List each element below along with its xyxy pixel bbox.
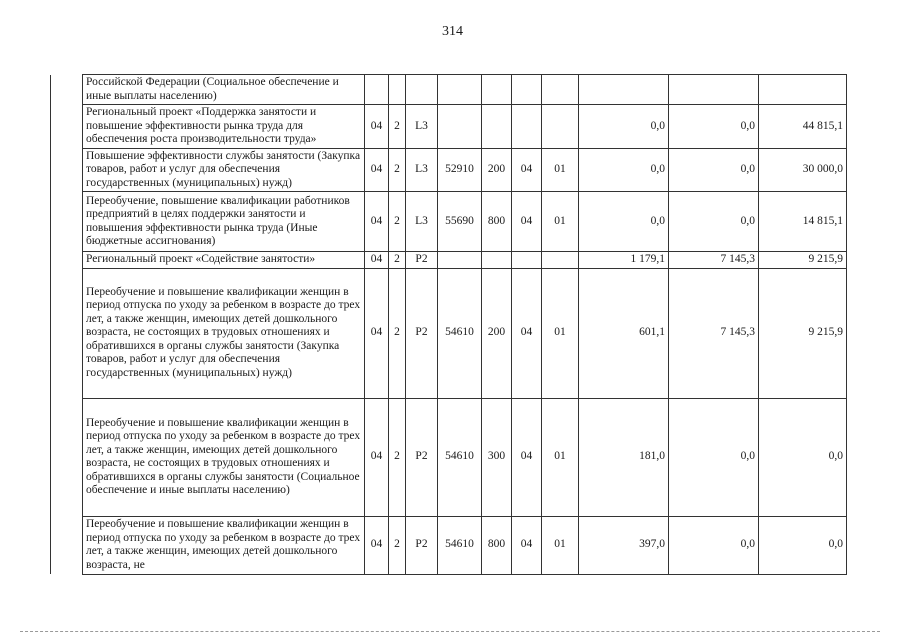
amount-year-1 (579, 75, 669, 105)
project-code (406, 75, 438, 105)
page-bottom-edge (20, 631, 880, 632)
subsection-ref (542, 105, 579, 149)
row-name: Переобучение и повышение квалификации женщин в период отпуска по уходу за ребенком в возрасте до трех лет, а также женщин, имеющих детей дошкольного возраста, не (83, 516, 365, 574)
type-code (482, 105, 512, 149)
subsection-ref: 01 (542, 268, 579, 398)
subsection-code: 2 (389, 148, 406, 192)
row-name: Российской Федерации (Социальное обеспечение и иные выплаты населению) (83, 75, 365, 105)
table-row (51, 516, 847, 574)
index-cell (51, 75, 83, 105)
type-code: 300 (482, 398, 512, 516)
amount-year-1: 0,0 (579, 105, 669, 149)
subsection-code: 2 (389, 252, 406, 269)
row-name: Региональный проект «Содействие занятости» (83, 252, 365, 269)
expense-code (438, 252, 482, 269)
table-row (51, 398, 847, 516)
amount-year-2 (669, 75, 759, 105)
subsection-code: 2 (389, 398, 406, 516)
amount-year-2: 0,0 (669, 516, 759, 574)
section-ref (512, 75, 542, 105)
amount-year-2: 0,0 (669, 192, 759, 252)
amount-year-2: 0,0 (669, 105, 759, 149)
project-code: L3 (406, 105, 438, 149)
subsection-code: 2 (389, 516, 406, 574)
table-row (51, 252, 847, 269)
type-code (482, 252, 512, 269)
section-ref: 04 (512, 398, 542, 516)
amount-year-1: 1 179,1 (579, 252, 669, 269)
project-code: L3 (406, 148, 438, 192)
row-name: Повышение эффективности службы занятости (Закупка товаров, работ и услуг для обеспечения государственных (муниципальных) нужд) (83, 148, 365, 192)
section-code: 04 (365, 148, 389, 192)
amount-year-2: 7 145,3 (669, 252, 759, 269)
row-name: Переобучение и повышение квалификации женщин в период отпуска по уходу за ребенком в возрасте до трех лет, а также женщин, имеющих детей дошкольного возраста, не состоящих в трудовых отношениях и обратившихся в органы службы занятости (Социальное обеспечение и иные выплаты населению) (83, 398, 365, 516)
subsection-ref: 01 (542, 192, 579, 252)
subsection-code: 2 (389, 192, 406, 252)
section-code: 04 (365, 192, 389, 252)
table-row (51, 192, 847, 252)
amount-year-1: 397,0 (579, 516, 669, 574)
project-code: P2 (406, 516, 438, 574)
section-ref: 04 (512, 268, 542, 398)
section-code: 04 (365, 268, 389, 398)
section-ref: 04 (512, 148, 542, 192)
type-code: 200 (482, 148, 512, 192)
table-row (51, 75, 847, 105)
amount-year-3: 14 815,1 (759, 192, 847, 252)
budget-table (50, 74, 847, 575)
amount-year-1: 601,1 (579, 268, 669, 398)
subsection-code: 2 (389, 268, 406, 398)
index-cell (51, 105, 83, 149)
type-code: 200 (482, 268, 512, 398)
type-code: 800 (482, 192, 512, 252)
section-code: 04 (365, 516, 389, 574)
section-ref (512, 252, 542, 269)
expense-code: 54610 (438, 268, 482, 398)
subsection-ref: 01 (542, 398, 579, 516)
amount-year-3 (759, 75, 847, 105)
amount-year-2: 0,0 (669, 148, 759, 192)
amount-year-1: 0,0 (579, 148, 669, 192)
expense-code: 52910 (438, 148, 482, 192)
subsection-ref (542, 75, 579, 105)
table-row (51, 105, 847, 149)
table-row (51, 148, 847, 192)
section-code (365, 75, 389, 105)
amount-year-3: 0,0 (759, 516, 847, 574)
amount-year-3: 9 215,9 (759, 252, 847, 269)
project-code: P2 (406, 268, 438, 398)
index-cell (51, 192, 83, 252)
amount-year-3: 0,0 (759, 398, 847, 516)
subsection-ref: 01 (542, 516, 579, 574)
amount-year-3: 44 815,1 (759, 105, 847, 149)
index-cell (51, 252, 83, 269)
section-code: 04 (365, 105, 389, 149)
index-cell (51, 148, 83, 192)
row-name: Переобучение, повышение квалификации работников предприятий в целях поддержки занятости и повышения эффективности рынка труда (Иные бюджетные ассигнования) (83, 192, 365, 252)
section-ref: 04 (512, 192, 542, 252)
section-ref: 04 (512, 516, 542, 574)
section-ref (512, 105, 542, 149)
table-row (51, 268, 847, 398)
type-code (482, 75, 512, 105)
subsection-code (389, 75, 406, 105)
index-cell (51, 516, 83, 574)
page-number: 314 (442, 24, 463, 39)
amount-year-2: 7 145,3 (669, 268, 759, 398)
index-cell (51, 398, 83, 516)
subsection-code: 2 (389, 105, 406, 149)
project-code: L3 (406, 192, 438, 252)
section-code: 04 (365, 398, 389, 516)
amount-year-1: 0,0 (579, 192, 669, 252)
expense-code: 54610 (438, 398, 482, 516)
expense-code: 55690 (438, 192, 482, 252)
amount-year-2: 0,0 (669, 398, 759, 516)
section-code: 04 (365, 252, 389, 269)
amount-year-1: 181,0 (579, 398, 669, 516)
subsection-ref: 01 (542, 148, 579, 192)
project-code: P2 (406, 252, 438, 269)
amount-year-3: 30 000,0 (759, 148, 847, 192)
index-cell (51, 268, 83, 398)
type-code: 800 (482, 516, 512, 574)
expense-code (438, 105, 482, 149)
row-name: Региональный проект «Поддержка занятости и повышение эффективности рынка труда для обеспечения роста производительности труда» (83, 105, 365, 149)
row-name: Переобучение и повышение квалификации женщин в период отпуска по уходу за ребенком в возрасте до трех лет, а также женщин, имеющих детей дошкольного возраста, не состоящих в трудовых отношениях и обратившихся в органы службы занятости (Закупка товаров, работ и услуг для обеспечения государственных (муниципальных) нужд) (83, 268, 365, 398)
expense-code (438, 75, 482, 105)
amount-year-3: 9 215,9 (759, 268, 847, 398)
project-code: P2 (406, 398, 438, 516)
expense-code: 54610 (438, 516, 482, 574)
subsection-ref (542, 252, 579, 269)
